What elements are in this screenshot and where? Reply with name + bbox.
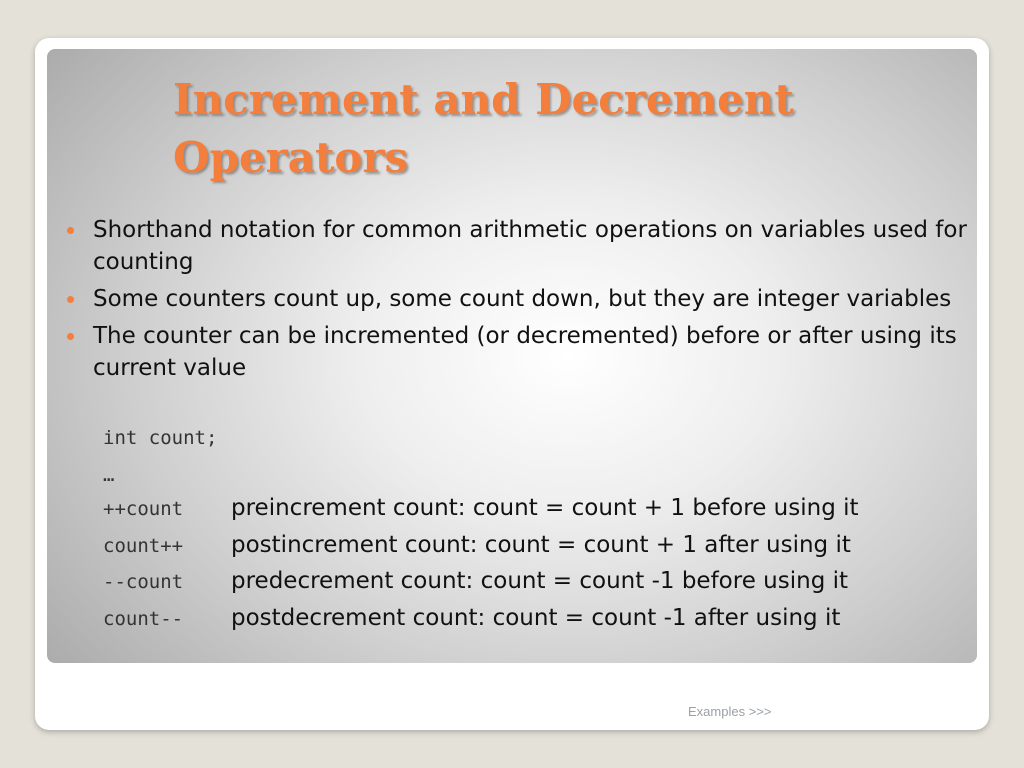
operator-description: postdecrement count: count = count -1 after using it xyxy=(231,605,841,631)
code-declaration: int count; xyxy=(103,427,218,449)
operator-description: postincrement count: count = count + 1 after using it xyxy=(231,532,851,558)
bullet-dot-icon xyxy=(67,227,74,234)
examples-link[interactable]: Examples >>> xyxy=(688,704,772,719)
operator-row-predecrement xyxy=(103,568,848,600)
operator-description: preincrement count: count = count + 1 before using it xyxy=(231,495,859,521)
operator-code: count++ xyxy=(103,535,184,557)
operator-description: predecrement count: count = count -1 before using it xyxy=(231,568,849,594)
bullet-text: Some counters count up, some count down, but they are integer variables xyxy=(93,286,952,312)
bullet-text: The counter can be incremented (or decremented) before or after using its current value xyxy=(93,323,957,381)
operator-code: ++count xyxy=(103,498,184,520)
operator-code: --count xyxy=(103,571,184,593)
bullet-item xyxy=(65,283,977,315)
slide-card xyxy=(35,38,989,730)
bullet-dot-icon xyxy=(67,333,74,340)
bullet-list xyxy=(65,214,977,389)
bullet-text: Shorthand notation for common arithmetic operations on variables used for counting xyxy=(93,217,967,275)
slide-title: Increment and Decrement Operators xyxy=(173,75,794,182)
bullet-item xyxy=(65,320,977,384)
operator-row-preincrement xyxy=(103,495,859,527)
operator-row-postdecrement xyxy=(103,605,840,637)
code-ellipsis: … xyxy=(103,464,115,486)
operator-code: count-- xyxy=(103,608,184,630)
bullet-item xyxy=(65,214,977,278)
operator-row-postincrement xyxy=(103,532,851,564)
bullet-dot-icon xyxy=(67,296,74,303)
content-panel xyxy=(47,49,977,663)
